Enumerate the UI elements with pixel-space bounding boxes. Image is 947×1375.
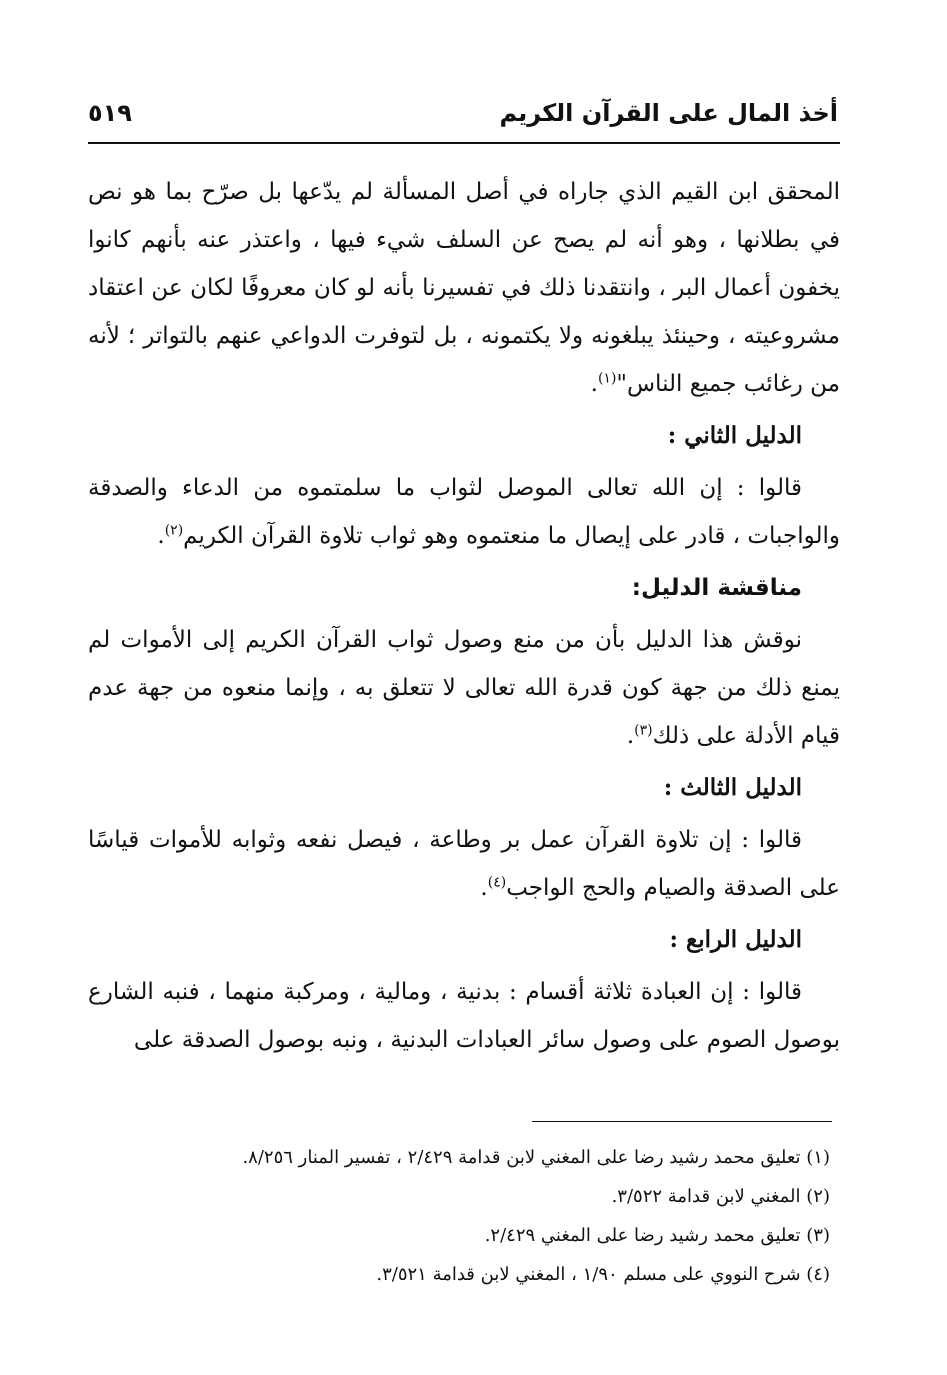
heading-second-evidence: الدليل الثاني : [667,422,802,449]
footnote-divider [532,1121,832,1122]
page-number: ٥١٩ [88,99,132,127]
heading-third-evidence: الدليل الثالث : [663,774,802,801]
footnote-1: (١) تعليق محمد رشيد رضا على المغني لابن قدامة ٢/٤٢٩ ، تفسير المنار ٨/٢٥٦. [242,1147,830,1168]
paragraph-quote-end: المحقق ابن القيم الذي جاراه في أصل المسألة لم يدّعها بل صرّح بما هو نص في بطلانها ، وهو أنه لم يصح عن السلف شيء فيها ، واعتذر عنه بأنهم كانوا يخفون أعمال البر ، وانتقدنا ذلك في تفسيرنا بأنه لو كان معروفًا لكان عن اعتقاد مشروعيته ، وحينئذ يبلغونه ولا يكتمونه ، بل لتوفرت الدواعي عنهم بالتواتر ؛ لأنه من رغائب جميع الناس"$^{(١)}$. [88,179,840,397]
heading-discussion: مناقشة الدليل: [631,575,802,601]
paragraph-text: المحقق ابن القيم الذي جاراه في أصل المسألة لم يدّعها بل صرّح بما هو نص في بطلانها ، وهو أنه لم يصح عن السلف شيء فيها ، واعتذر عنه بأنهم كانوا يخفون أعمال البر ، وانتقدنا ذلك في تفسيرنا بأنه لو كان معروفًا لكان عن اعتقاد مشروعيته ، وحينئذ يبلغونه ولا يكتمونه ، بل لتوفرت الدواعي عنهم بالتواتر ؛ لأنه من رغائب جميع الناس" [88,179,840,397]
footnote-ref-1: (١) [597,370,617,387]
footnote-ref-3: (٣) [634,722,653,739]
page-header [88,95,838,135]
paragraph-text: قالوا : إن الله تعالى الموصل لثواب ما سلمتموه من الدعاء والصدقة والواجبات ، قادر على إيصال ما منعتموه وهو ثواب تلاوة القرآن الكريم [88,475,840,549]
paragraph-discussion: نوقش هذا الدليل بأن من منع وصول ثواب القرآن الكريم إلى الأموات لم يمنع ذلك من جهة كون قدرة الله تعالى لا تتعلق به ، وإنما منعوه من جهة عدم قيام الأدلة على ذلك$^{(٣)}$. [88,627,840,749]
footnote-ref-4: (٤) [487,874,507,891]
heading-fourth-evidence: الدليل الرابع : [669,926,802,953]
footnotes [88,1138,838,1294]
footnote-ref-2: (٢) [164,522,184,539]
paragraph-second-evidence: قالوا : إن الله تعالى الموصل لثواب ما سلمتموه من الدعاء والصدقة والواجبات ، قادر على إيصال ما منعتموه وهو ثواب تلاوة القرآن الكريم$^{(٢)}$. [88,475,840,549]
footnote-2: (٢) المغني لابن قدامة ٣/٥٢٢. [611,1186,830,1207]
footnote-4: (٤) شرح النووي على مسلم ١/٩٠ ، المغني لابن قدامة ٣/٥٢١. [376,1264,830,1285]
paragraph-text: قالوا : إن تلاوة القرآن عمل بر وطاعة ، فيصل نفعه وثوابه للأموات قياسًا على الصدقة والصيام والحج الواجب [88,827,840,901]
paragraph-text: نوقش هذا الدليل بأن من منع وصول ثواب القرآن الكريم إلى الأموات لم يمنع ذلك من جهة كون قدرة الله تعالى لا تتعلق به ، وإنما منعوه من جهة عدم قيام الأدلة على ذلك [88,627,840,749]
main-text [88,168,840,1064]
paragraph-fourth-evidence: قالوا : إن العبادة ثلاثة أقسام : بدنية ، ومالية ، ومركبة منهما ، فنبه الشارع بوصول الصوم على وصول سائر العبادات البدنية ، ونبه بوصول الصدقة على [88,979,840,1053]
footnote-3: (٣) تعليق محمد رشيد رضا على المغني ٢/٤٢٩. [484,1225,830,1246]
paragraph-third-evidence: قالوا : إن تلاوة القرآن عمل بر وطاعة ، فيصل نفعه وثوابه للأموات قياسًا على الصدقة والصيام والحج الواجب$^{(٤)}$. [88,827,840,901]
header-divider [88,142,840,144]
running-title: أخذ المال على القرآن الكريم [499,99,838,127]
